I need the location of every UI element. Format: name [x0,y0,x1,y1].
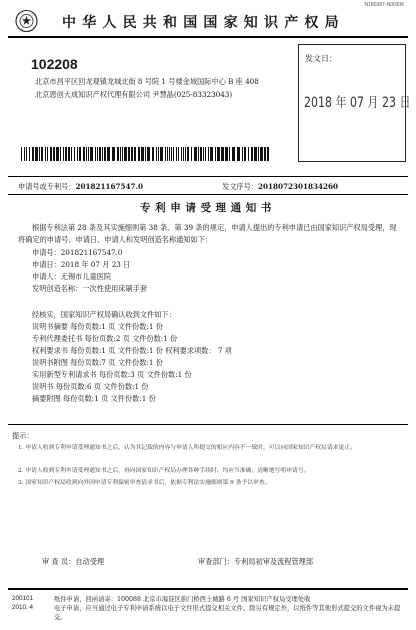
received-file: 说明书附图 每份页数:7 页 文件份数:1 份 [32,358,163,367]
issue-date-label: 发文日： [305,54,337,63]
received-file: 摘要附图 每份页数:1 页 文件份数:1 份 [32,394,156,403]
examiner: 审 查 员：自动受理 [42,557,105,566]
received-files-intro: 经核实，国家知识产权局确认收到文件如下： [32,310,176,319]
received-file: 说明书 每份页数:6 页 文件份数:1 份 [32,382,149,391]
form-code: 200101 [12,595,34,602]
issue-date-box [298,44,411,162]
document-serial: N180287-N00306 [364,2,404,8]
recipient-postcode: 102208 [31,56,78,72]
notice-title: 专利申请受理通知书 [140,202,276,214]
recipient-agency: 北京恩创大成知识产权代理有限公司 尹慧晶(025-83323043) [35,90,233,99]
document-number-value: 2018072301834260 [257,182,338,191]
note-item: 2. 申请人收到专利申请受理通知书之后，再向国家知识产权局办理各种手续时，均应当准确、清晰地写明申请号。 [18,468,310,474]
footer-electronic-instruction: 电子申请，应当通过电子专利申请系统以电子文件形式提交相关文件。除另有规定外，以纸件等其他形式提交的文件视为未提交。 [54,605,401,621]
recipient-address: 北京市昌平区回龙观镇龙城北街 8 号院 1 号楼金域国际中心 B 座 408 [35,77,259,86]
barcode-graphic [21,146,271,160]
field-application-number: 申请号：201821167547.0 [32,248,123,257]
note-item: 3. 国家知识产权局收到向外国申请专利保密审查请求书后，依据专利法实施细则第 9 条予以审查。 [18,480,271,486]
divider [8,194,408,195]
received-file: 说明书摘要 每份页数:1 页 文件份数:1 份 [32,322,163,331]
application-number-value: 201821167547.0 [75,182,144,191]
received-file: 权利要求书 每份页数:1 页 文件份数:1 份 权利要求项数： 7 项 [32,346,232,355]
document-number [222,182,338,192]
application-number-label: 申请号或专利号： [18,182,76,191]
footer-mail-instruction: 纸件申请，回函请寄：100088 北京市海淀区蓟门桥西土城路 6 号 国家知识产权局受理处收 [54,596,311,603]
divider [8,176,408,177]
divider [8,424,408,425]
received-file: 实用新型专利请求书 每份页数:3 页 文件份数:1 份 [32,370,192,379]
issue-date-stamp: 2018 年 07 月 23 日 [304,94,411,111]
received-file: 专利代理委托书 每份页数:2 页 文件份数:1 份 [32,334,178,343]
form-version: 2010. 4 [12,604,34,611]
application-number [18,182,143,192]
notice-intro: 根据专利法第 28 条及其实施细则第 38 条、第 39 条的规定，申请人提出的专利申请已由国家知识产权局受理，现将确定的申请号、申请日、申请人和发明创造名称通知如下： [18,223,397,244]
footer-rule [8,588,408,590]
field-applicant: 申请人：无锡市儿童医院 [32,272,112,281]
examining-department: 审查部门：专利局初审及流程管理部 [198,557,314,566]
issuing-authority-title: 中华人民共和国国家知识产权局 [62,15,345,31]
note-item: 1. 申请人收到专利申请受理通知书之后，认为其记载的内容与申请人所提交的相应内容不一致时，可以向国家知识产权局请求更正。 [18,445,356,451]
field-application-date: 申请日：2018 年 07 月 23 日 [32,260,131,269]
header-rule [8,36,408,38]
document-number-label: 发文序号： [222,182,258,191]
national-emblem-icon [13,9,40,33]
notes-heading: 提示： [12,431,34,440]
field-invention-title: 发明创造名称：一次性使用床刷手套 [32,284,148,293]
